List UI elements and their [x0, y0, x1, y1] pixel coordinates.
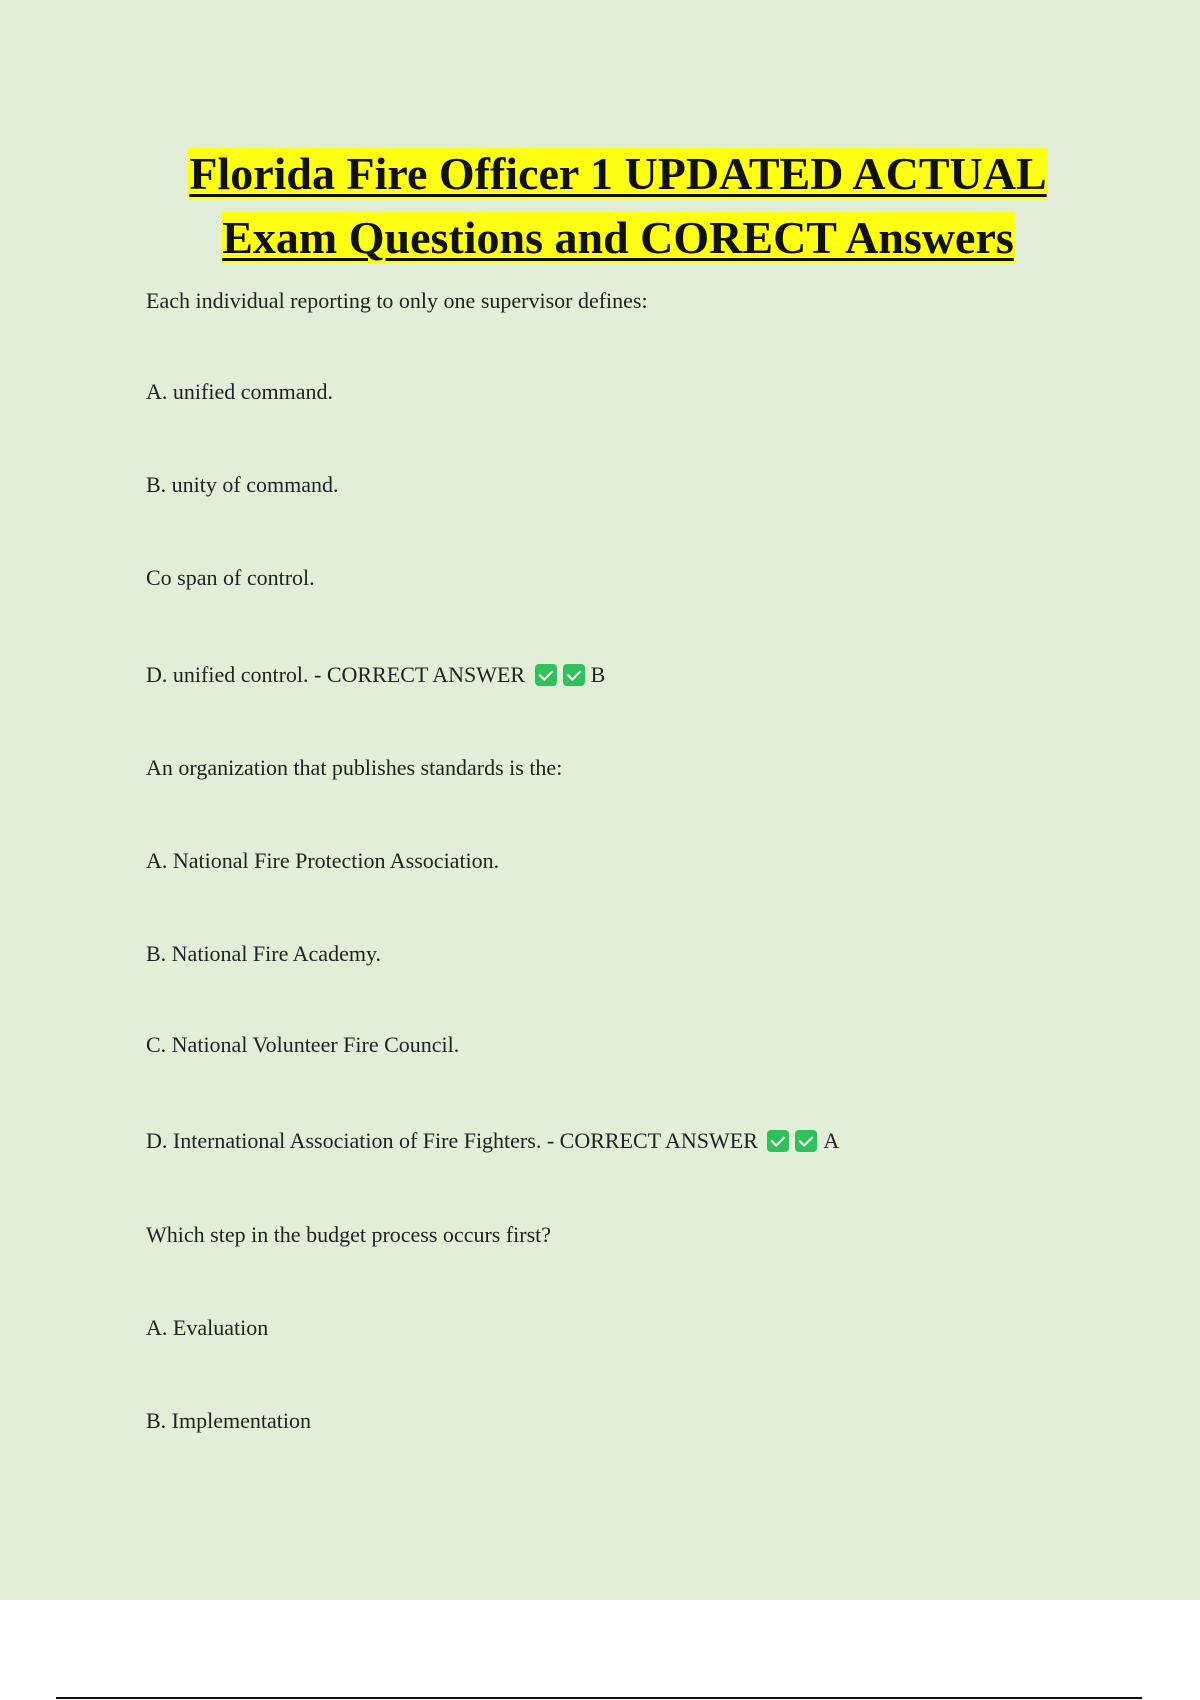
- question-1-option-b: B. unity of command.: [146, 472, 339, 497]
- question-3: Which step in the budget process occurs first?: [146, 1222, 552, 1247]
- question-1-option-c: Co span of control.: [146, 565, 315, 590]
- check-mark-icon: [563, 664, 585, 686]
- check-mark-icon: [767, 1130, 789, 1152]
- question-2-option-c: C. National Volunteer Fire Council.: [146, 1032, 460, 1057]
- question-3-option-a: A. Evaluation: [146, 1315, 269, 1340]
- question-2-option-a: A. National Fire Protection Association.: [146, 848, 500, 873]
- question-1-option-a: A. unified command.: [146, 379, 333, 404]
- question-3-option-b: B. Implementation: [146, 1408, 311, 1433]
- question-2-option-b: B. National Fire Academy.: [146, 941, 382, 966]
- question-2-option-d: [146, 1127, 839, 1155]
- question-1-option-d: [146, 661, 605, 689]
- question-2-answer: A: [823, 1128, 840, 1153]
- title-line-2: Exam Questions and CORECT Answers: [222, 212, 1014, 263]
- footer-divider: [56, 1697, 1142, 1699]
- question-2: An organization that publishes standards is the:: [146, 755, 563, 780]
- document-title: [0, 142, 1200, 270]
- question-1: Each individual reporting to only one supervisor defines:: [146, 288, 648, 313]
- question-1-option-d-text: D. unified control. - CORRECT ANSWER: [146, 662, 526, 687]
- question-2-option-d-text: D. International Association of Fire Fighters. - CORRECT ANSWER: [146, 1128, 758, 1153]
- title-line-1: Florida Fire Officer 1 UPDATED ACTUAL: [189, 148, 1047, 199]
- check-mark-icon: [795, 1130, 817, 1152]
- question-1-answer: B: [590, 662, 606, 687]
- check-mark-icon: [535, 664, 557, 686]
